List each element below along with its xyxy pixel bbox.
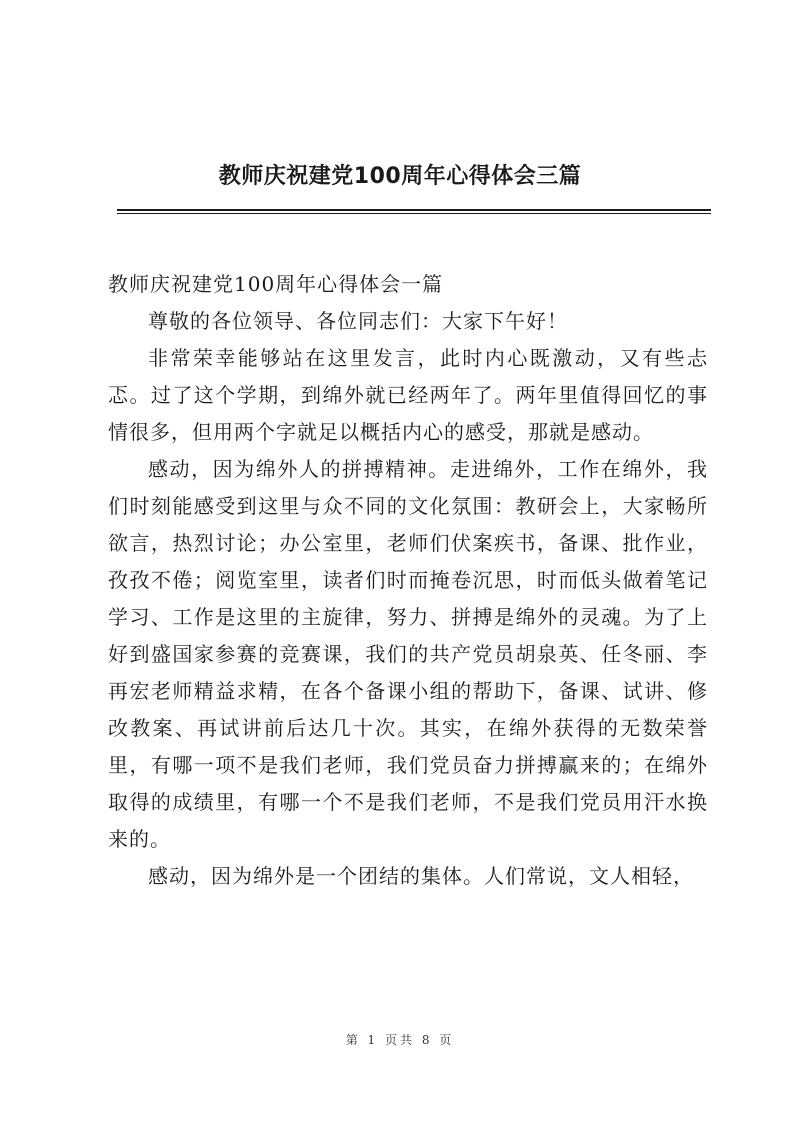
document-title: 教师庆祝建党100周年心得体会三篇 [218, 164, 582, 189]
paragraph-intro: 非常荣幸能够站在这里发言，此时内心既激动，又有些忐忑。过了这个学期，到绵外就已经两年了。两年里值得回忆的事情很多，但用两个字就足以概括内心的感受，那就是感动。 [108, 346, 708, 444]
title-divider [117, 209, 711, 214]
paragraph-spirit: 感动，因为绵外人的拼搏精神。走进绵外，工作在绵外，我们时刻能感受到这里与众不同的文化氛围：教研会上，大家畅所欲言，热烈讨论；办公室里，老师们伏案疾书，备课、批作业，孜孜不倦；阅览室里，读者们时而掩卷沉思，时而低头做着笔记学习、工作是这里的主旋律，努力、拼搏是绵外的灵魂。为了上好到盛国家参赛的竞赛课，我们的共产党员胡泉英、任冬丽、李再宏老师精益求精，在各个备课小组的帮助下，备课、试讲、修改教案、再试讲前后达几十次。其实，在绵外获得的无数荣誉里，有哪一项不是我们老师，我们党员奋力拼搏赢来的；在绵外取得的成绩里，有哪一个不是我们老师，不是我们党员用汗水换来的。 [108, 457, 708, 851]
document-body [108, 266, 708, 895]
paragraph-unity: 感动，因为绵外是一个团结的集体。人们常说，文人相轻， [148, 864, 694, 888]
paragraph-greeting: 尊敬的各位领导、各位同志们：大家下午好！ [148, 309, 568, 333]
page-number-footer: 第 1 页共 8 页 [345, 1033, 455, 1047]
section-heading: 教师庆祝建党100周年心得体会一篇 [108, 272, 444, 296]
